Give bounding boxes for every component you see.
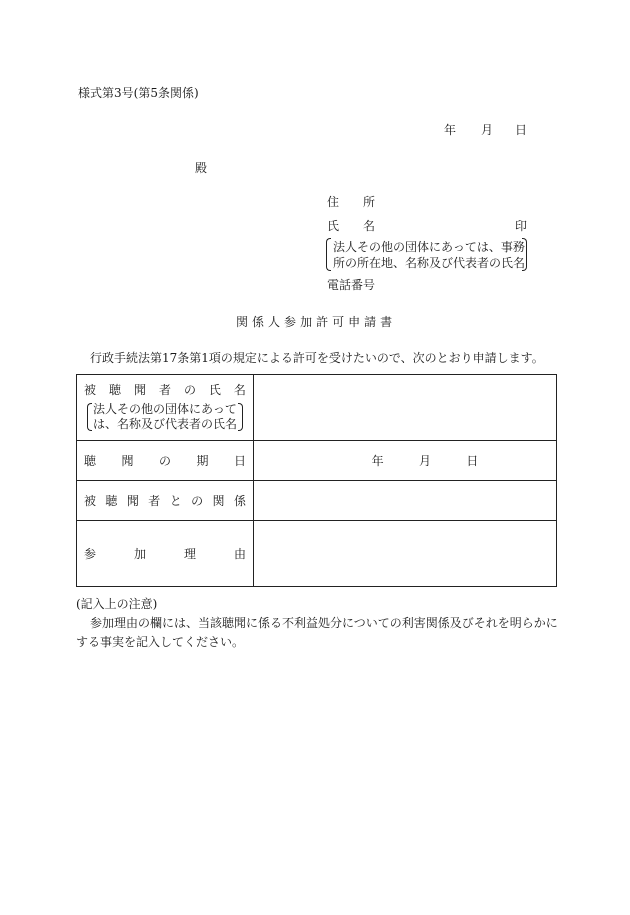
participation-reason-field[interactable] xyxy=(254,521,557,587)
respondent-corp-note: 法人その他の団体にあって は、名称及び代表者の氏名 xyxy=(87,402,243,432)
left-bracket-icon xyxy=(326,238,331,271)
phone-label: 電話番号 xyxy=(327,278,376,292)
form-number: 様式第3号(第5条関係) xyxy=(78,86,199,100)
intro-text: 行政手続法第17条第1項の規定による許可を受けたいので、次のとおり申請します。 xyxy=(90,351,544,365)
seal-mark: 印 xyxy=(515,219,528,233)
right-bracket-icon xyxy=(522,238,527,271)
relationship-label: 被 聴 聞 者 と の 関 係 xyxy=(77,481,254,521)
right-bracket-icon xyxy=(238,403,243,431)
table-row xyxy=(77,375,557,441)
document-title: 関 係 人 参 加 許 可 申 請 書 xyxy=(236,315,393,329)
corp-note-line1: 法人その他の団体にあっては、事務 xyxy=(333,240,525,254)
addressee-suffix: 殿 xyxy=(195,161,208,175)
date-day: 日 xyxy=(515,123,528,137)
name-label-2: 名 xyxy=(363,219,376,233)
table-row xyxy=(77,441,557,481)
name-label-1: 氏 xyxy=(327,219,340,233)
application-table xyxy=(76,374,557,587)
date-year: 年 xyxy=(444,123,457,137)
participation-reason-label: 参 加 理 由 xyxy=(77,521,254,587)
hearing-date-field[interactable]: 年 月 日 xyxy=(254,441,557,481)
notes-heading: (記入上の注意) xyxy=(76,597,158,611)
relationship-field[interactable] xyxy=(254,481,557,521)
notes-line2: する事実を記入してください。 xyxy=(76,635,245,649)
left-bracket-icon xyxy=(87,403,92,431)
respondent-name-field[interactable] xyxy=(254,375,557,441)
table-row xyxy=(77,521,557,587)
corp-note-line2: 所の所在地、名称及び代表者の氏名 xyxy=(333,256,526,270)
address-label-1: 住 xyxy=(327,195,340,209)
notes-line1: 参加理由の欄には、当該聴聞に係る不利益処分についての利害関係及びそれを明らかに xyxy=(90,616,558,630)
address-label-2: 所 xyxy=(363,195,376,209)
hearing-date-label: 聴 聞 の 期 日 xyxy=(77,441,254,481)
table-row xyxy=(77,481,557,521)
date-month: 月 xyxy=(481,123,494,137)
respondent-name-label: 被 聴 聞 者 の 氏 名 法人その他の団体にあって は、名称及び代表者の氏名 xyxy=(77,375,254,441)
